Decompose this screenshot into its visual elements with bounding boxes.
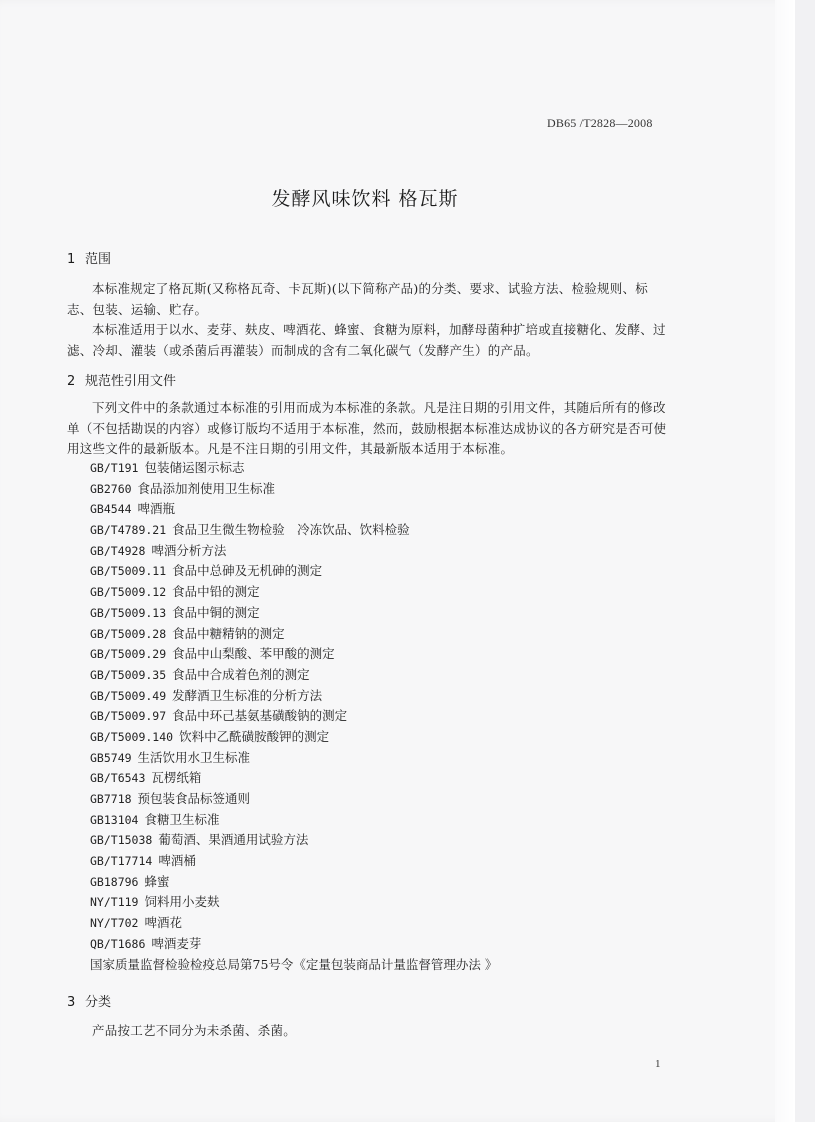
- reference-code: GB5749: [90, 750, 132, 765]
- section-3-heading: [67, 991, 111, 1010]
- reference-item: [90, 541, 497, 562]
- reference-name: 食品中糖精钠的测定: [172, 625, 285, 641]
- reference-list: [90, 458, 497, 975]
- reference-item: [90, 458, 497, 479]
- reference-item: [90, 706, 497, 727]
- reference-code: GB18796: [90, 874, 139, 889]
- page-number: 1: [655, 1058, 661, 1070]
- reference-name: 预包装食品标签通则: [137, 791, 251, 806]
- reference-code: GB13104: [90, 812, 139, 827]
- reference-item: [90, 748, 497, 769]
- reference-code: GB2760: [90, 481, 132, 496]
- reference-item: [90, 851, 497, 872]
- reference-code: GB7718: [90, 792, 132, 806]
- reference-code: NY/T119: [90, 895, 139, 910]
- section-3-paragraph-1: 产品按工艺不同分为未杀菌、杀菌。: [92, 1023, 297, 1038]
- reference-name: 食品中山梨酸、苯甲酸的测定: [172, 646, 335, 662]
- reference-name: 生活饮用水卫生标准: [137, 749, 251, 765]
- reference-name: 食品卫生微生物检验 冷冻饮品、饮料检验: [172, 522, 410, 538]
- reference-item: [90, 644, 497, 665]
- reference-item: [90, 768, 497, 789]
- reference-name: 发酵酒卫生标准的分析方法: [172, 687, 323, 703]
- section-number: 3: [67, 995, 76, 1010]
- reference-item: [90, 934, 497, 955]
- reference-code: GB/T5009.35: [90, 667, 167, 682]
- reference-code: QB/T1686: [90, 936, 146, 951]
- reference-code: GB/T17714: [90, 854, 153, 869]
- reference-item: [90, 479, 497, 500]
- reference-name: 食品中合成着色剂的测定: [172, 666, 310, 682]
- section-title: 分类: [85, 995, 112, 1010]
- reference-code: GB/T5009.49: [90, 688, 167, 703]
- reference-code: GB/T6543: [90, 771, 146, 786]
- section-1-paragraph-1: 本标准规定了格瓦斯(又称格瓦奇、卡瓦斯)(以下简称产品)的分类、要求、试验方法、检验规则、标志、包装、运输、贮存。: [67, 281, 649, 317]
- section-title: 范围: [85, 252, 112, 267]
- reference-item: [90, 582, 497, 603]
- reference-item: [90, 789, 497, 810]
- reference-code: NY/T702: [90, 916, 139, 931]
- reference-name: 包装储运图示标志: [144, 460, 245, 475]
- reference-name: 饮料中乙酰磺胺酸钾的测定: [179, 728, 330, 744]
- reference-item: [90, 686, 497, 707]
- reference-name: 啤酒分析方法: [151, 542, 227, 558]
- reference-code: GB/T5009.29: [90, 647, 167, 662]
- reference-name: 食品中总砷及无机砷的测定: [172, 563, 323, 579]
- reference-code: GB/T15038: [90, 833, 153, 848]
- reference-code: GB/T5009.12: [90, 585, 167, 600]
- document-code: DB65 /T2828—2008: [547, 116, 653, 130]
- section-number: 2: [67, 374, 76, 389]
- reference-item: [90, 624, 497, 645]
- reference-name: 国家质量监督检验检疫总局第75号令《定量包装商品计量监督管理办法 》: [90, 956, 498, 972]
- reference-item: [90, 913, 497, 934]
- reference-item: [90, 499, 497, 520]
- reference-code: GB/T191: [90, 461, 139, 475]
- reference-code: GB4544: [90, 502, 132, 517]
- reference-name: 啤酒瓶: [137, 501, 176, 517]
- page-edge: [775, 0, 795, 1122]
- reference-name: 啤酒花: [144, 915, 182, 931]
- reference-name: 蜂蜜: [144, 873, 170, 889]
- reference-name: 啤酒桶: [158, 853, 196, 869]
- reference-item: [90, 892, 497, 913]
- reference-code: GB/T4928: [90, 543, 146, 558]
- section-2-heading: [67, 370, 176, 389]
- section-1-paragraph-2: 本标准适用于以水、麦芽、麸皮、啤酒花、蜂蜜、食糖为原料，加酵母菌种扩培或直接糖化、发酵、过滤、冷却、灌装（或杀菌后再灌装）而制成的含有二氧化碳气（发酵产生）的产品。: [67, 322, 666, 358]
- reference-name: 食品中环己基氨基磺酸钠的测定: [172, 708, 348, 724]
- reference-item: [90, 727, 497, 748]
- reference-name: 食品中铅的测定: [172, 584, 260, 600]
- section-1-heading: [67, 248, 111, 267]
- section-number: 1: [67, 252, 76, 267]
- reference-code: GB/T4789.21: [90, 523, 167, 538]
- reference-item: [90, 830, 497, 851]
- reference-item: [90, 955, 497, 976]
- document-title: 发酵风味饮料 格瓦斯: [271, 188, 459, 210]
- reference-item: [90, 603, 497, 624]
- section-title: 规范性引用文件: [85, 374, 177, 389]
- reference-name: 食品添加剂使用卫生标准: [137, 480, 276, 496]
- reference-name: 饲料用小麦麸: [144, 894, 220, 910]
- reference-name: 啤酒麦芽: [151, 935, 202, 951]
- reference-code: GB/T5009.28: [90, 626, 167, 641]
- reference-item: [90, 561, 497, 582]
- reference-code: GB/T5009.11: [90, 564, 167, 579]
- reference-name: 瓦楞纸箱: [151, 770, 202, 786]
- reference-item: [90, 665, 497, 686]
- reference-item: [90, 872, 497, 893]
- reference-code: GB/T5009.13: [90, 605, 167, 620]
- reference-name: 葡萄酒、果酒通用试验方法: [158, 832, 309, 848]
- reference-code: GB/T5009.140: [90, 729, 174, 744]
- reference-code: GB/T5009.97: [90, 709, 167, 724]
- section-2-paragraph-1: 下列文件中的条款通过本标准的引用而成为本标准的条款。凡是注日期的引用文件，其随后所有的修改单（不包括勘误的内容）或修订版均不适用于本标准，然而，鼓励根据本标准达成协议的各方研究是否可使用这些文件的最新版本。凡是不注日期的引用文件，其最新版本适用于本标准。: [67, 400, 667, 456]
- reference-item: [90, 520, 497, 541]
- reference-name: 食品中铜的测定: [172, 604, 260, 620]
- reference-name: 食糖卫生标准: [144, 811, 220, 827]
- reference-item: [90, 810, 497, 831]
